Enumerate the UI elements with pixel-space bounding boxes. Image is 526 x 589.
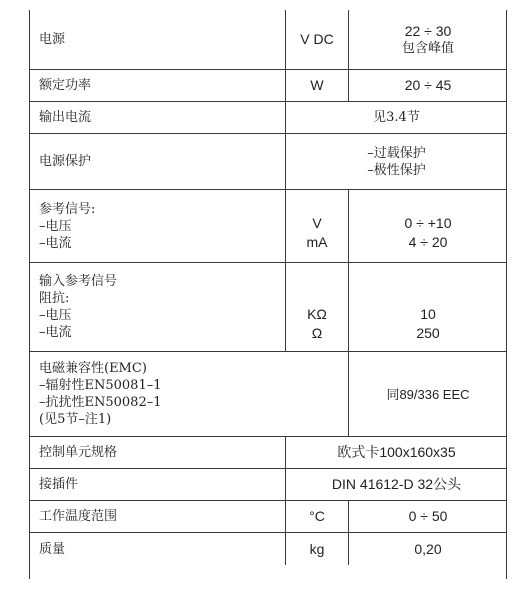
table-row [29, 352, 507, 437]
row-value: 包含峰值 [401, 40, 454, 56]
row-value: 20 ÷ 45 [404, 77, 452, 93]
row-unit: V DC [300, 31, 334, 47]
row-label: 电磁兼容性(EMC) [39, 361, 147, 376]
row-value: 0 ÷ +10 [404, 215, 452, 231]
row-label: 工作温度范围 [39, 509, 118, 524]
table-row [29, 102, 507, 134]
row-value: 22 ÷ 30 [404, 22, 452, 39]
spec-table [29, 10, 507, 565]
row-unit: KΩ [307, 306, 327, 322]
table-row [29, 469, 507, 501]
row-unit: kg [309, 540, 325, 557]
table-row [29, 70, 507, 102]
table-row [29, 263, 507, 352]
row-label: 输入参考信号 [39, 274, 118, 289]
table-row [29, 501, 507, 533]
row-unit: °C [309, 508, 325, 524]
table-row [29, 190, 507, 263]
row-unit: Ω [311, 325, 323, 341]
row-label: –电流 [39, 235, 72, 251]
table-row [29, 10, 507, 70]
row-label: –电压 [39, 308, 72, 323]
row-value: 同89/336 EEC [386, 386, 470, 402]
row-label: 电源 [39, 32, 66, 47]
row-label: –电流 [39, 325, 72, 340]
row-label: –辐射性EN50081–1 [39, 378, 162, 393]
table-row [29, 134, 507, 190]
row-label: 阻抗: [39, 291, 70, 306]
row-label: 控制单元规格 [39, 445, 118, 460]
row-value: 0 ÷ 50 [408, 508, 448, 524]
row-value: 4 ÷ 20 [408, 234, 448, 250]
row-value: –过载保护 [367, 145, 426, 161]
table-row [29, 533, 507, 565]
row-value: 250 [416, 325, 440, 341]
row-label: 参考信号: [39, 201, 96, 217]
row-unit: V [312, 215, 322, 231]
row-value: DIN 41612-D 32公头 [331, 476, 462, 492]
row-value: 欧式卡100x160x35 [337, 444, 456, 460]
row-value: 见3.4节 [373, 110, 420, 125]
row-value: –极性保护 [367, 162, 426, 178]
row-unit: W [310, 77, 324, 93]
row-value: 0,20 [414, 540, 442, 557]
row-label: 质量 [39, 541, 66, 557]
row-label: 额定功率 [39, 78, 92, 93]
row-label: 输出电流 [39, 110, 92, 125]
row-label: 电源保护 [39, 154, 92, 169]
row-label: –抗扰性EN50082–1 [39, 395, 162, 410]
row-label: (见5节–注1) [39, 412, 112, 427]
table-row [29, 437, 507, 469]
row-label: 接插件 [39, 477, 79, 492]
row-unit: mA [306, 234, 328, 250]
row-label: –电压 [39, 218, 72, 234]
row-value: 10 [420, 306, 436, 322]
